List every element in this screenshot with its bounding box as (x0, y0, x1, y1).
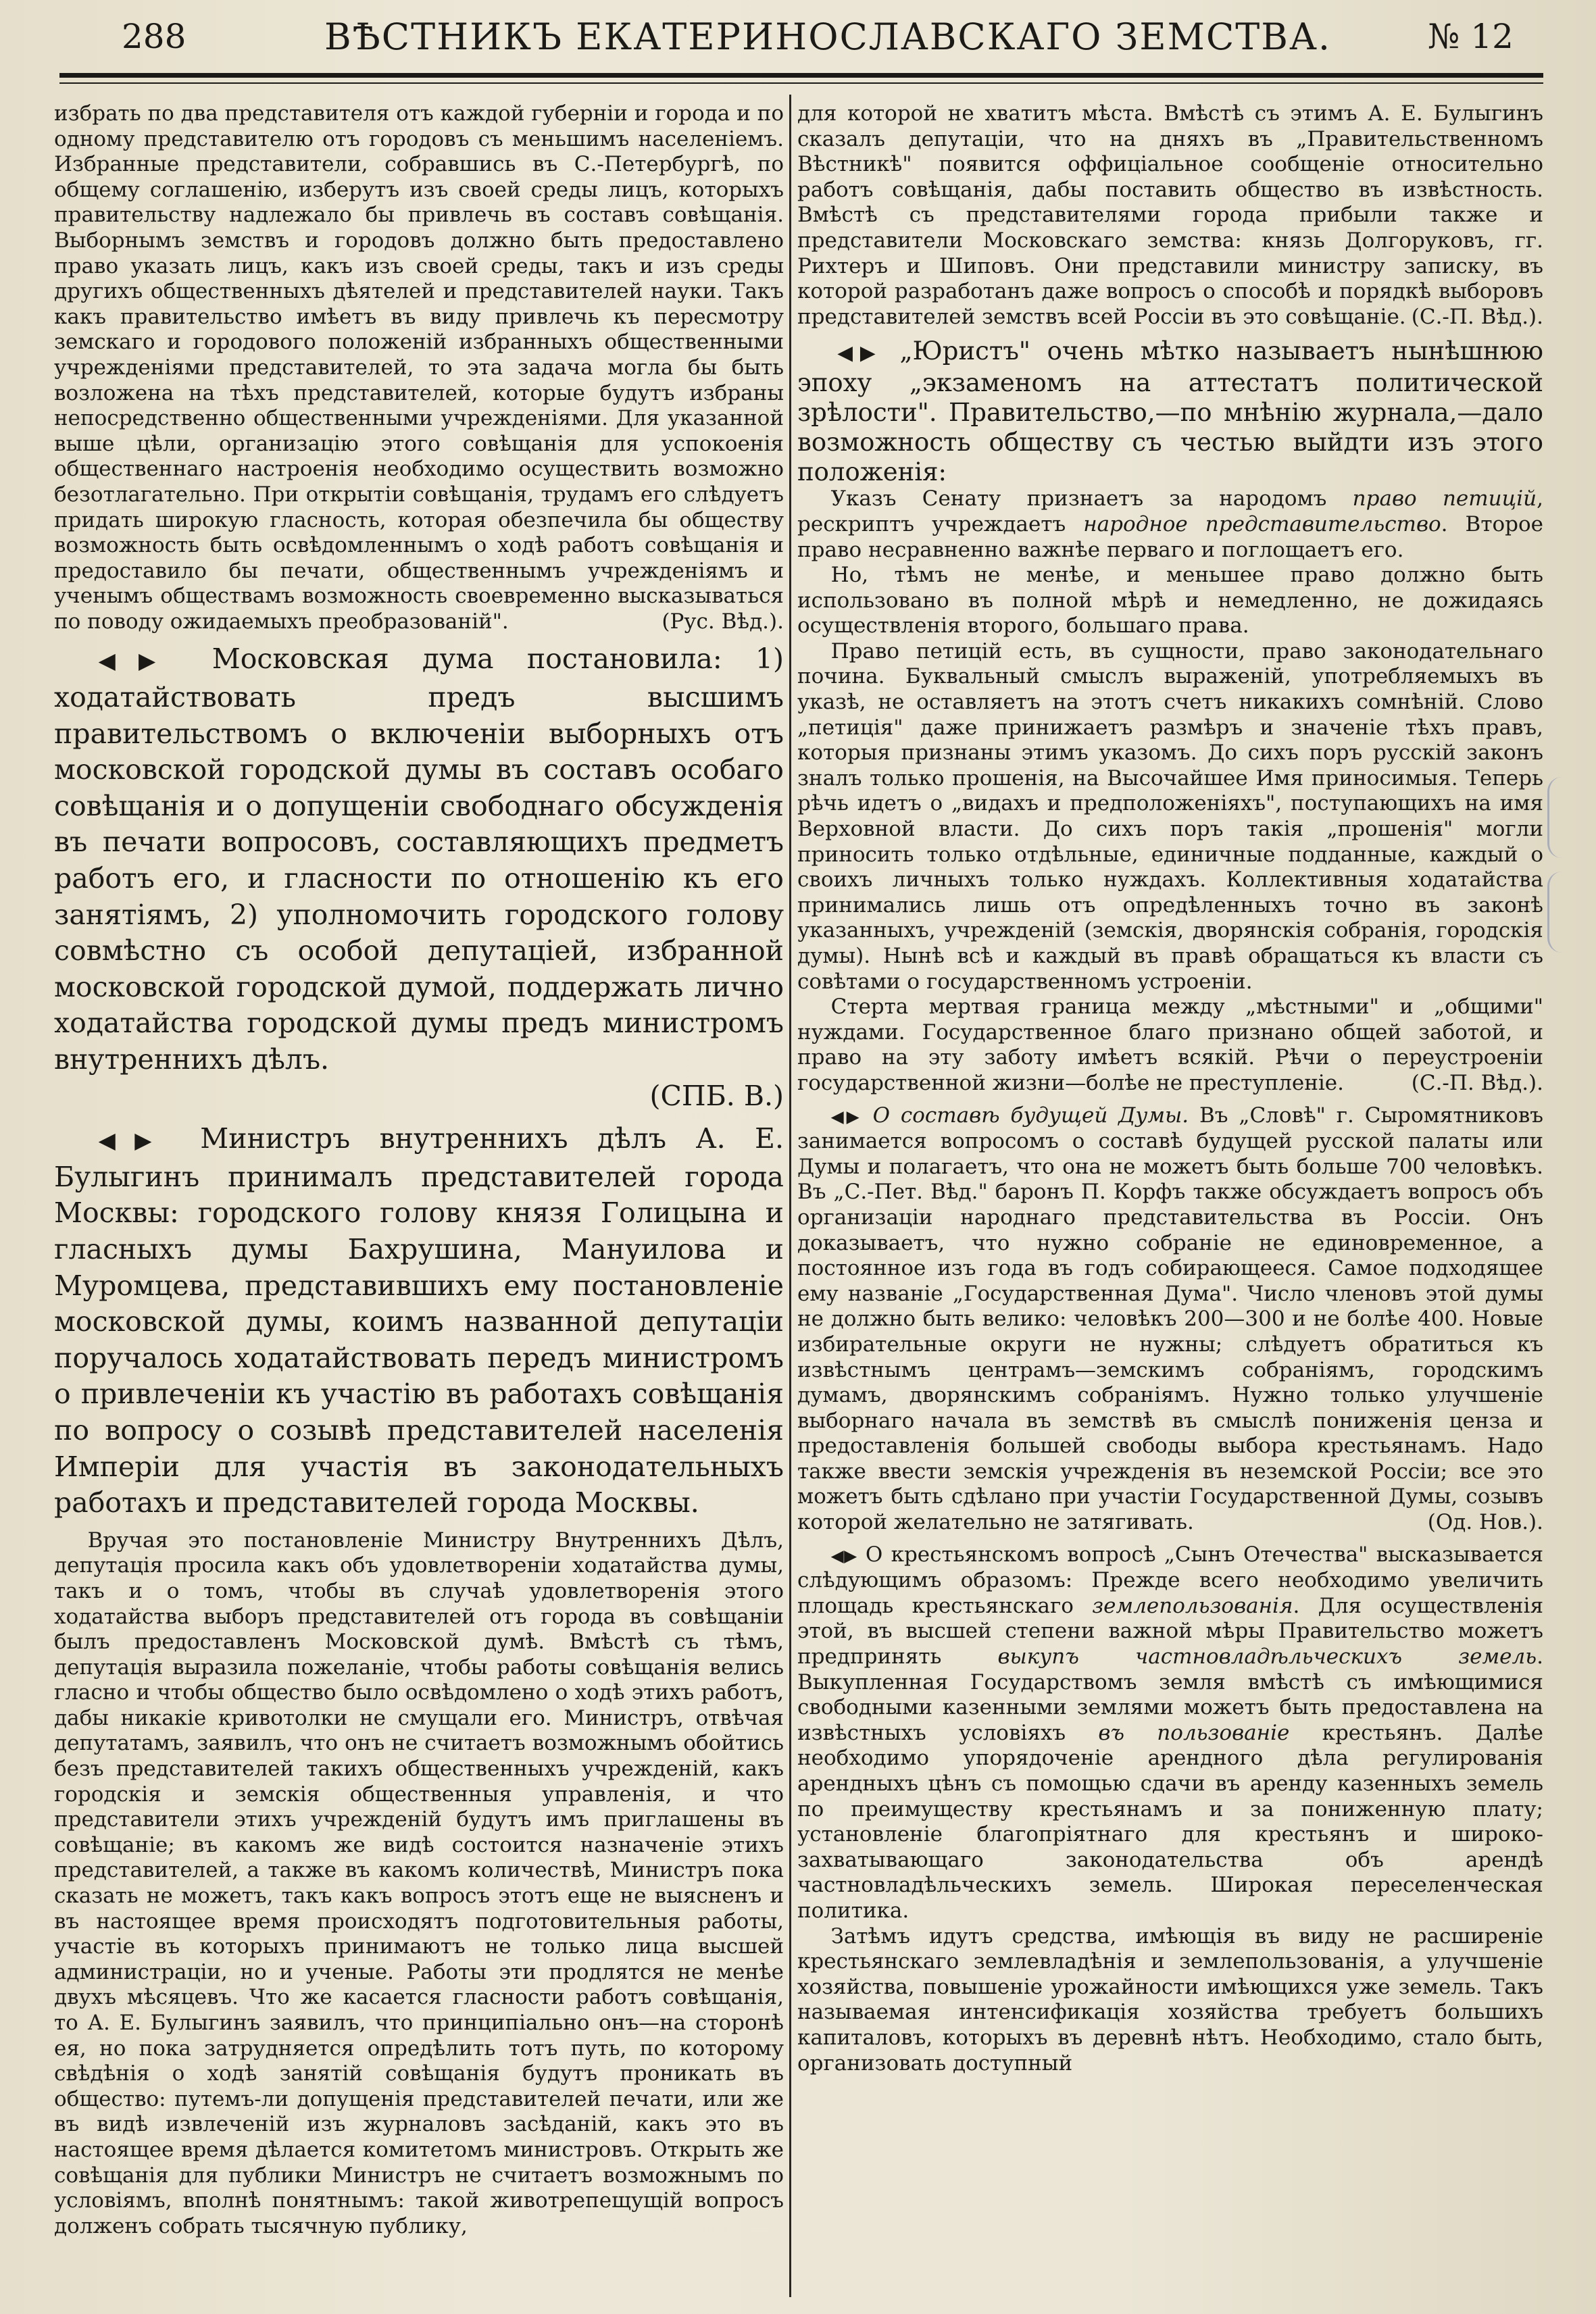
left-column (54, 101, 784, 2304)
column-divider (789, 95, 791, 2297)
section-marker-icon: ◀▶ (98, 648, 179, 674)
quote-paragraph: Право петицій есть, въ сущности, право законодательнаго почина. Буквальный смыслъ выраженій, употребляемыхъ въ указѣ, не оставляетъ на этотъ счетъ никакихъ сомнѣній. Слово „петиція" даже принижаетъ размѣръ и значеніе тѣхъ правъ, которыя признаны этимъ указомъ. До сихъ поръ русскій законъ зналъ только прошенія, на Высочайшее Имя приносимыя. Теперь рѣчь идетъ о „видахъ и предположеніяхъ", поступающихъ на имя Верховной власти. До сихъ поръ такія „прошенія" могли приносить только отдѣльные, единичные подданные, каждый о своихъ личныхъ только нуждахъ. Коллективныя ходатайства принимались лишь отъ опредѣленныхъ точно въ законѣ указанныхъ, учрежденій (земскія, дворянскія собранія, городскія думы). Нынѣ всѣ и каждый въ правѣ обращаться къ власти съ совѣтами о государственномъ устроеніи. (797, 638, 1543, 994)
source-citation: (С.-П. Вѣд.). (1411, 1070, 1543, 1095)
article-continuation-right: для которой не хватитъ мѣста. Вмѣстѣ съ этимъ А. Е. Булыгинъ сказалъ депутаціи, что на дняхъ въ „Правительственномъ Вѣстникѣ" появится оффиціальное сообщеніе относительно работъ совѣщанія, дабы поставить общество въ извѣстность. Вмѣстѣ съ представителями города прибыли также и представители Московскаго земства: князь Долгоруковъ, гг. Рихтеръ и Шиповъ. Они представили министру записку, въ которой разработанъ даже вопросъ о способѣ и порядкѣ выборовъ представителей земствъ всей Россіи въ это совѣщаніе. (С.-П. Вѣд.). (797, 101, 1543, 329)
quote-paragraph: Но, тѣмъ не менѣе, и меньшее право должно быть использовано въ полной мѣрѣ и немедленно, не дожидаясь осуществленія второго, большаго права. (797, 563, 1543, 638)
margin-pencil-mark (1547, 777, 1576, 858)
article-moscow-duma: ◀▶ Московская дума постановила: 1) ходатайствовать предъ высшимъ правительствомъ о включеніи выборныхъ отъ московской городской думы въ составъ особаго совѣщанія и о допущеніи свободнаго обсужденія въ печати вопросовъ, составляющихъ предметъ работъ его, и гласности по отношенію къ его занятіямъ, 2) уполномочить городского голову совмѣстно съ особой депутаціей, избранной московской городской думой, поддержать лично ходатайства городской думы предъ министромъ внутреннихъ дѣлъ. (54, 643, 784, 1076)
section-marker-icon: ◀▶ (830, 1106, 862, 1126)
right-column (797, 101, 1543, 2304)
issue-number: № 12 (1428, 17, 1514, 56)
margin-pencil-mark (1547, 872, 1576, 953)
section-marker-icon: ◀▶ (837, 341, 883, 365)
source-citation: (Рус. Вѣд.). (662, 609, 784, 634)
source-citation: (Од. Нов.). (1427, 1510, 1543, 1535)
page-header (122, 9, 1514, 64)
article-deputation-body: Вручая это постановленіе Министру Внутреннихъ Дѣлъ, депутація просила какъ объ удовлетвореніи ходатайства думы, такъ и о томъ, чтобы въ случаѣ удовлетворенія этого ходатайства выборъ представителей отъ города въ совѣщаніи былъ предоставленъ Московской думѣ. Вмѣстѣ съ тѣмъ, депутація выразила пожеланіе, чтобы работы совѣщанія велись гласно и чтобы общество было освѣдомлено о ходѣ этихъ работъ, дабы никакіе кривотолки не смущали его. Министръ, отвѣчая депутатамъ, заявилъ, что онъ не считаетъ возможнымъ обойтись безъ представителей такихъ общественныхъ учрежденій, какъ городскія и земскія общественныя управленія, и что представители этихъ учрежденій будутъ имъ приглашены въ совѣщаніе; въ какомъ же видѣ состоится назначеніе этихъ представителей, а также въ какомъ количествѣ, Министръ пока сказать не можетъ, такъ какъ вопросъ этотъ еще не выясненъ и въ настоящее время происходятъ подготовительныя работы, участіе въ которыхъ принимаютъ не только лица высшей администраціи, но и ученые. Работы эти продлятся не менѣе двухъ мѣсяцевъ. Что же касается гласности работъ совѣщанія, то А. Е. Булыгинъ заявилъ, что принципіально онъ—на сторонѣ ея, но пока затрудняется опредѣлить тотъ путь, по которому свѣдѣнія о ходѣ занятій совѣщанія будутъ проникать въ общество: путемъ-ли допущенія представителей печати, или же въ видѣ извлеченій изъ журналовъ засѣданій, какъ это въ настоящее время дѣлается комитетомъ министровъ. Открыть же совѣщанія для публики Министръ не считаетъ возможнымъ по условіямъ, вполнѣ понятнымъ: такой животрепещущій вопросъ долженъ собрать тысячную публику, (54, 1528, 784, 2238)
header-rule-thin (59, 82, 1543, 84)
section-marker-icon: ◀▶ (830, 1545, 857, 1565)
article-future-duma: ◀▶ О составѣ будущей Думы. Въ „Словѣ" г. Сыромятниковъ занимается вопросомъ о составѣ будущей русской палаты или Думы и полагаетъ, что она не можетъ быть больше 700 человѣкъ. Въ „С.-Пет. Вѣд." баронъ П. Корфъ также обсуждаетъ вопросъ объ организаціи народнаго представительства въ Россіи. Онъ доказываетъ, что нужно собраніе не единовременное, а постоянное изъ года въ годъ собирающееся. Самое подходящее ему названіе „Государственная Дума". Число членовъ этой думы не должно быть велико: человѣкъ 200—300 и не болѣе 400. Новые избирательные округи не нужны; слѣдуетъ обратиться къ извѣстнымъ центрамъ—земскимъ собраніямъ, городскимъ думамъ, дворянскимъ собраніямъ. Нужно только улучшеніе выборнаго начала въ земствѣ въ смыслѣ пониженія ценза и предоставленія большей свободы выбора крестьянамъ. Надо также ввести земскія учрежденія въ неземской Россіи; все это можетъ быть сдѣлано при участіи Государственной Думы, созывъ которой желательно не затягивать. (Од. Нов.). (797, 1103, 1543, 1535)
source-citation: (С.-П. Вѣд.). (1411, 304, 1543, 329)
source-citation: (СПБ. В.) (649, 1079, 784, 1112)
section-marker-icon: ◀▶ (98, 1128, 171, 1154)
article-jurist: ◀▶ „Юристъ" очень мѣтко называетъ нынѣшнюю эпоху „экзаменомъ на аттестатъ политической зрѣлости". Правительство,—по мнѣнію журнала,—дало возможность обществу съ честью выйдти изъ этого положенія: (797, 336, 1543, 486)
header-rule-thick (59, 73, 1543, 78)
quote-paragraph: Указъ Сенату признаетъ за народомъ право петицій, рескриптъ учреждаетъ народное представительство. Второе право несравненно важнѣе перваго и поглощаетъ его. (797, 486, 1543, 562)
article-continuation: избрать по два представителя отъ каждой губерніи и города и по одному представителю отъ городовъ съ меньшимъ населеніемъ. Избранные представители, собравшись въ С.-Петербургѣ, по общему соглашенію, изберутъ изъ своей среды лицъ, которыхъ правительству надлежало бы привлечь въ составъ совѣщанія. Выборнымъ земствъ и городовъ должно быть предоставлено право указать лицъ, какъ изъ своей среды, такъ и изъ среды другихъ общественныхъ дѣятелей и представителей науки. Такъ какъ правительство имѣетъ въ виду привлечь къ пересмотру земскаго и городового положеній избранныхъ общественными учрежденіями представителей, то эта задача могла бы быть возложена на тѣхъ представителей, которые будутъ избраны непосредственно общественными учрежденіями. Для указанной выше цѣли, организацію этого совѣщанія для успокоенія общественнаго настроенія необходимо осуществить возможно безотлагательно. При открытіи совѣщанія, трудамъ его слѣдуетъ придать широкую гласность, которая обезпечила бы обществу возможность быть освѣдомленнымъ о ходѣ работъ совѣщанія и предоставило бы печати, общественнымъ учрежденіямъ и ученымъ обществамъ возможность своевременно высказываться по поводу ожидаемыхъ преобразованій". (Рус. Вѣд.). (54, 101, 784, 634)
article-peasant-question: ◀▶ О крестьянскомъ вопросѣ „Сынъ Отечества" высказывается слѣдующимъ образомъ: Прежде всего необходимо увеличить площадь крестьянскаго землепользованія. Для осуществленія этой, въ высшей степени важной мѣры Правительство можетъ предпринять выкупъ частновладѣльческихъ земель. Выкупленная Государствомъ земля вмѣстѣ съ имѣющимися свободными казенными землями можетъ быть предоставлена на извѣстныхъ условіяхъ въ пользованіе крестьянъ. Далѣе необходимо упорядоченіе арендного дѣла регулированія арендныхъ цѣнъ съ помощью сдачи въ аренду казенныхъ земель по преимуществу крестьянамъ и за пониженную плату; установленіе благопріятнаго для крестьянъ и широко-захватывающаго законодательства объ арендѣ частновладѣльческихъ земель. Широкая переселенческая политика. (797, 1542, 1543, 1923)
article-minister-bulygin: ◀▶ Министръ внутреннихъ дѣлъ А. Е. Булыгинъ принималъ представителей города Москвы: городского голову князя Голицына и гласныхъ думы Бахрушина, Мануилова и Муромцева, представившихъ ему постановленіе московской думы, коимъ названной депутаціи поручалось ходатайствовать передъ министромъ о привлеченіи къ участію въ работахъ совѣщанія по вопросу о созывѣ представителей населенія Имперіи для участія въ законодательныхъ работахъ и представителей города Москвы. (54, 1122, 784, 1519)
journal-title: ВѢСТНИКЪ ЕКАТЕРИНОСЛАВСКАГО ЗЕМСТВА. (324, 15, 1332, 58)
article-peasant-continued: Затѣмъ идутъ средства, имѣющія въ виду не расширеніе крестьянскаго землевладѣнія и землепользованія, а улучшеніе хозяйства, повышеніе урожайности имѣющихся уже земель. Такъ называемая интенсификація хозяйства требуетъ большихъ капиталовъ, которыхъ въ деревнѣ нѣтъ. Необходимо, стало быть, организовать доступный (797, 1923, 1543, 2076)
quote-paragraph: Стерта мертвая граница между „мѣстными" и „общими" нуждами. Государственное благо признано общей заботой, и право на эту заботу имѣетъ всякій. Рѣчи о переустроеніи государственной жизни—болѣе не преступленіе. (С.-П. Вѣд.). (797, 995, 1543, 1095)
page-number: 288 (122, 17, 186, 56)
